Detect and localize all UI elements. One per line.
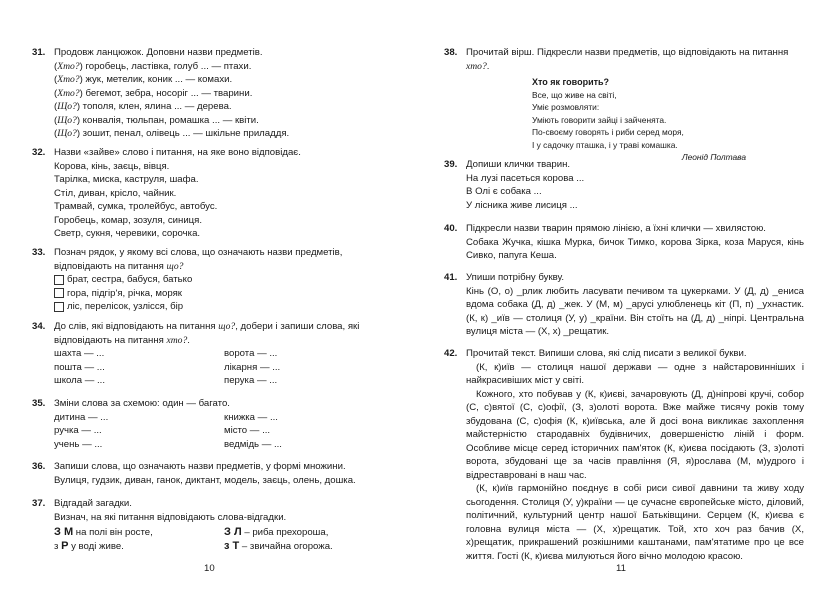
- riddle-line: з Т – звичайна огорожа.: [224, 539, 333, 552]
- exercise-31: [32, 46, 397, 141]
- poem-line: По-своєму говорять і риби серед моря,: [532, 127, 684, 137]
- exercise-38: [444, 46, 804, 164]
- text-line: Светр, сукня, черевики, сорочка.: [54, 228, 201, 239]
- option-row[interactable]: брат, сестра, бабуся, батько: [54, 273, 397, 287]
- word-item: книжка — ...: [224, 411, 278, 423]
- exercise-instruction: Підкресли назви тварин прямою лінією, а їхні клички — хвилястою.: [466, 223, 766, 234]
- exercise-instruction: Прочитай текст. Випиши слова, які слід писати з великої букви.: [466, 348, 747, 359]
- exercise-number: 35.: [32, 398, 46, 409]
- exercise-instruction: Назви «зайве» слово і питання, на яке воно відповідає.: [54, 147, 301, 158]
- text-line: Тарілка, миска, каструля, шафа.: [54, 174, 199, 185]
- exercise-number: 42.: [444, 348, 458, 359]
- page-number: 10: [204, 563, 215, 574]
- exercise-instruction: Допиши клички тварин.: [466, 159, 571, 170]
- text-line: Визнач, на які питання відповідають слова-відгадки.: [54, 511, 287, 523]
- exercise-number: 36.: [32, 461, 46, 472]
- exercise-41: [444, 271, 804, 339]
- exercise-37: [32, 497, 397, 553]
- exercise-34: [32, 320, 397, 388]
- riddles: [54, 526, 397, 553]
- text-line: В Олі є собака ...: [466, 186, 542, 197]
- exercise-number: 31.: [32, 47, 46, 58]
- word-item: ведмідь — ...: [224, 438, 282, 450]
- exercise-instruction: Познач рядок, у якому всі слова, що означають назви предметів, відповідають на питання що?: [54, 247, 343, 272]
- word-item: ворота — ...: [224, 348, 278, 359]
- exercise-text: Собака Жучка, кішка Мурка, бичок Тимко, корова Зірка, коза Маруся, кінь Сивко, папуга Кеша.: [466, 236, 804, 261]
- exercise-instruction: Відгадай загадки.: [54, 498, 132, 509]
- exercise-36: [32, 460, 397, 487]
- checkbox[interactable]: [54, 288, 64, 298]
- paragraph: Кожного, хто побував у (К, к)иєві, зачаровують (Д, д)ніпрові кручі, собор (С, с)вятої (С, с)офії, (З, з)олоті ворота. Вже майже тисячу років тому збудована (С, с)офія (К, к)иївська, але й досі вона викликає захоплення майстерністю стародавніх будівничих, довершеністю ліній і форм. Особливе місце серед історичних пам'яток (К, к)иєва посідають (З, з)олоті ворота, збудовані ще за часів правління (Я, я)рослава (М, м)удрого і відреставровані в наш час.: [466, 388, 804, 481]
- word-item: дитина — ...: [54, 411, 109, 423]
- poem: [532, 76, 804, 164]
- exercise-number: 33.: [32, 247, 46, 258]
- text-line: (Хто?) жук, метелик, коник ... — комахи.: [54, 74, 233, 85]
- word-item: ручка — ...: [54, 425, 102, 436]
- text-line: У лісника живе лисиця ...: [466, 199, 578, 211]
- exercise-35: [32, 397, 397, 451]
- exercise-33: [32, 246, 397, 314]
- exercise-number: 37.: [32, 498, 46, 509]
- poem-author: Леонід Полтава: [681, 152, 746, 162]
- exercise-number: 38.: [444, 47, 458, 58]
- exercise-32: [32, 146, 397, 241]
- text-line: (Що?) конвалія, тюльпан, ромашка ... — квіти.: [54, 114, 259, 126]
- riddle-line: з Р у воді живе.: [54, 539, 124, 552]
- exercise-number: 34.: [32, 321, 46, 332]
- checkbox[interactable]: [54, 275, 64, 285]
- paragraph: (К, к)иїв — столиця нашої держави — одне з найстаровинніших і найкрасивіших міст у світі.: [466, 361, 804, 386]
- text-line: (Що?) зошит, пенал, олівець ... — шкільне приладдя.: [54, 128, 290, 139]
- poem-line: Все, що живе на світі,: [532, 89, 617, 100]
- paragraph: (К, к)иїв гармонійно поєднує в собі риси сивої давнини та живу ходу сьогодення. Столиця (У, у)країни — це сучасне європейське місто, діловий, політичний, культурний центр нашої Батьківщини. Серцем (К, к)иєва є головна вулиця міста — (Х, х)рещатик. Той, хто хоч раз бачив (Х, х)рещатик, прикрашений розкішними каштанами, пам'ятатиме про це все життя. Гості (К, к)иєва милуються його вічно молодою красою.: [466, 483, 804, 562]
- exercise-42: [444, 347, 804, 563]
- page-number: 11: [616, 563, 626, 574]
- option-row[interactable]: гора, підгір'я, річка, моряк: [54, 287, 397, 301]
- option-row[interactable]: ліс, перелісок, узлісся, бір: [54, 300, 397, 314]
- exercise-40: [444, 222, 804, 263]
- word-item: шахта — ...: [54, 348, 105, 359]
- exercise-number: 41.: [444, 272, 458, 283]
- exercise-number: 39.: [444, 159, 458, 170]
- word-item: місто — ...: [224, 425, 271, 436]
- text-line: Вулиця, гудзик, диван, ганок, диктант, модель, заєць, олень, дошка.: [54, 474, 356, 486]
- exercise-instruction: Запиши слова, що означають назви предметів, у формі множини.: [54, 461, 346, 472]
- text-line: (Хто?) бегемот, зебра, носоріг ... — тварини.: [54, 87, 253, 99]
- left-page: [0, 0, 414, 600]
- poem-line: Уміє розмовляти:: [532, 102, 600, 112]
- text-line: (Хто?) горобець, ластівка, голуб ... — птахи.: [54, 60, 252, 72]
- exercise-39: [444, 158, 804, 212]
- exercise-instruction: Зміни слова за схемою: один — багато.: [54, 398, 230, 409]
- right-page: [414, 0, 829, 600]
- exercise-number: 32.: [32, 147, 46, 158]
- text-line: Стіл, диван, крісло, чайник.: [54, 187, 177, 199]
- text-line: Корова, кінь, заєць, вівця.: [54, 160, 170, 172]
- text-line: Трамвай, сумка, тролейбус, автобус.: [54, 201, 218, 212]
- exercise-text: Кінь (О, о) _рлик любить ласувати печивом та цукерками. У (Д, д) _ениса вдома собака (Д, д) _жек. У (М, м) _арусі улюбленець кіт (П, п) _ухнастик. (К, к) _иїв — столиця (У, у) _країни. Він стоїть на (Д, д) _ніпрі. Центральна вулиця міста — (Х, х) _рещатик.: [466, 285, 804, 337]
- word-item: лікарня — ...: [224, 361, 281, 373]
- exercise-instruction: Прочитай вірш. Підкресли назви предметів, що відповідають на питання хто?.: [466, 47, 789, 72]
- text-line: Горобець, комар, зозуля, синиця.: [54, 214, 203, 226]
- riddle-line: З Л – риба прехороша,: [224, 526, 329, 538]
- exercise-instruction: Упиши потрібну букву.: [466, 272, 565, 283]
- exercise-instruction: До слів, які відповідають на питання що?, добери і запиши слова, які відповідають на питання хто?.: [54, 321, 360, 346]
- word-item: школа — ...: [54, 375, 105, 386]
- poem-title: Хто як говорить?: [532, 77, 610, 87]
- exercise-instruction: Продовж ланцюжок. Доповни назви предметів.: [54, 47, 263, 58]
- riddle-line: З М на полі він росте,: [54, 526, 153, 538]
- poem-line: І у садочку пташка, і у траві комашка.: [532, 139, 678, 150]
- poem-line: Уміють говорити зайці і зайченята.: [532, 114, 667, 125]
- exercise-number: 40.: [444, 223, 458, 234]
- word-item: пошта — ...: [54, 361, 105, 373]
- word-item: перука — ...: [224, 375, 278, 386]
- checkbox[interactable]: [54, 302, 64, 312]
- text-line: На лузі пасеться корова ...: [466, 172, 585, 184]
- word-item: учень — ...: [54, 438, 103, 450]
- text-line: (Що?) тополя, клен, ялина ... — дерева.: [54, 101, 232, 112]
